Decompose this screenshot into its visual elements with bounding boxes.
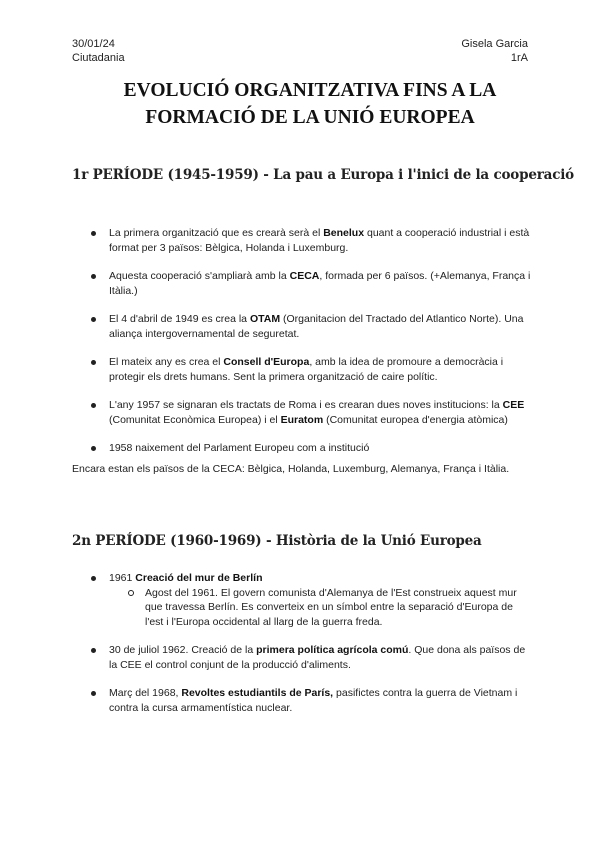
header-subject: Ciutadania	[72, 52, 125, 64]
list-item: L'any 1957 se signaran els tractats de Roma i es crearan dues noves institucions: la CEE (Comunitat Econòmica Europea) i el Euratom (Comunitat europea d'energia atòmica)	[72, 398, 532, 427]
list-item: 1958 naixement del Parlament Europeu com a institució	[72, 441, 532, 456]
document-title	[100, 77, 520, 131]
sub-list	[109, 586, 532, 630]
list-item: Març del 1968, Revoltes estudiantils de París, pasifictes contra la guerra de Vietnam i contra la cursa armamentística nuclear.	[72, 686, 532, 715]
list-item: El 4 d'abril de 1949 es crea la OTAM (Organitacion del Tractado del Atlantico Norte). Una aliança intergovernamental de seguretat.	[72, 312, 532, 341]
list-item: El mateix any es crea el Consell d'Europa, amb la idea de promoure a democràcia i protegir els drets humans. Sent la primera organització de caire polític.	[72, 355, 532, 384]
list-item: 1961 Creació del mur de Berlín Agost del 1961. El govern comunista d'Alemanya de l'Est construeix aquest mur que travessa Berlín. Es converteix en un símbol entre la separació d'Europa de l'est i l'Europa occidental al llarg de la guerra freda.	[72, 571, 532, 629]
section-2-list	[72, 571, 532, 729]
header-left	[72, 37, 125, 65]
section-1-list	[72, 226, 532, 470]
section-1-heading: 1r PERÍODE (1945-1959) - La pau a Europa i l'inici de la cooperació	[72, 167, 574, 183]
header-group: 1rA	[510, 52, 528, 64]
title-line-1: EVOLUCIÓ ORGANITZATIVA FINS A LA	[123, 80, 497, 101]
title-line-2: FORMACIÓ DE LA UNIÓ EUROPEA	[145, 107, 475, 128]
header-date: 30/01/24	[72, 38, 115, 50]
list-item: Aquesta cooperació s'ampliarà amb la CECA, formada per 6 països. (+Alemanya, França i Itàlia.)	[72, 269, 532, 298]
header-author: Gisela Garcia	[461, 38, 528, 50]
sub-list-item: Agost del 1961. El govern comunista d'Alemanya de l'Est construeix aquest mur que travessa Berlín. Es converteix en un símbol entre la separació d'Europa de l'est i l'Europa occidental al llarg de la guerra freda.	[109, 586, 532, 630]
header-right	[461, 37, 528, 65]
list-item: 30 de juliol 1962. Creació de la primera política agrícola comú. Que dona als països de la CEE el control conjunt de la producció d'aliments.	[72, 643, 532, 672]
section-1-note: Encara estan els països de la CECA: Bèlgica, Holanda, Luxemburg, Alemanya, França i Itàlia.	[72, 463, 510, 475]
list-item: La primera organització que es crearà serà el Benelux quant a cooperació industrial i està format per 3 països: Bèlgica, Holanda i Luxemburg.	[72, 226, 532, 255]
section-2-heading: 2n PERÍODE (1960-1969) - Història de la Unió Europea	[72, 533, 482, 549]
